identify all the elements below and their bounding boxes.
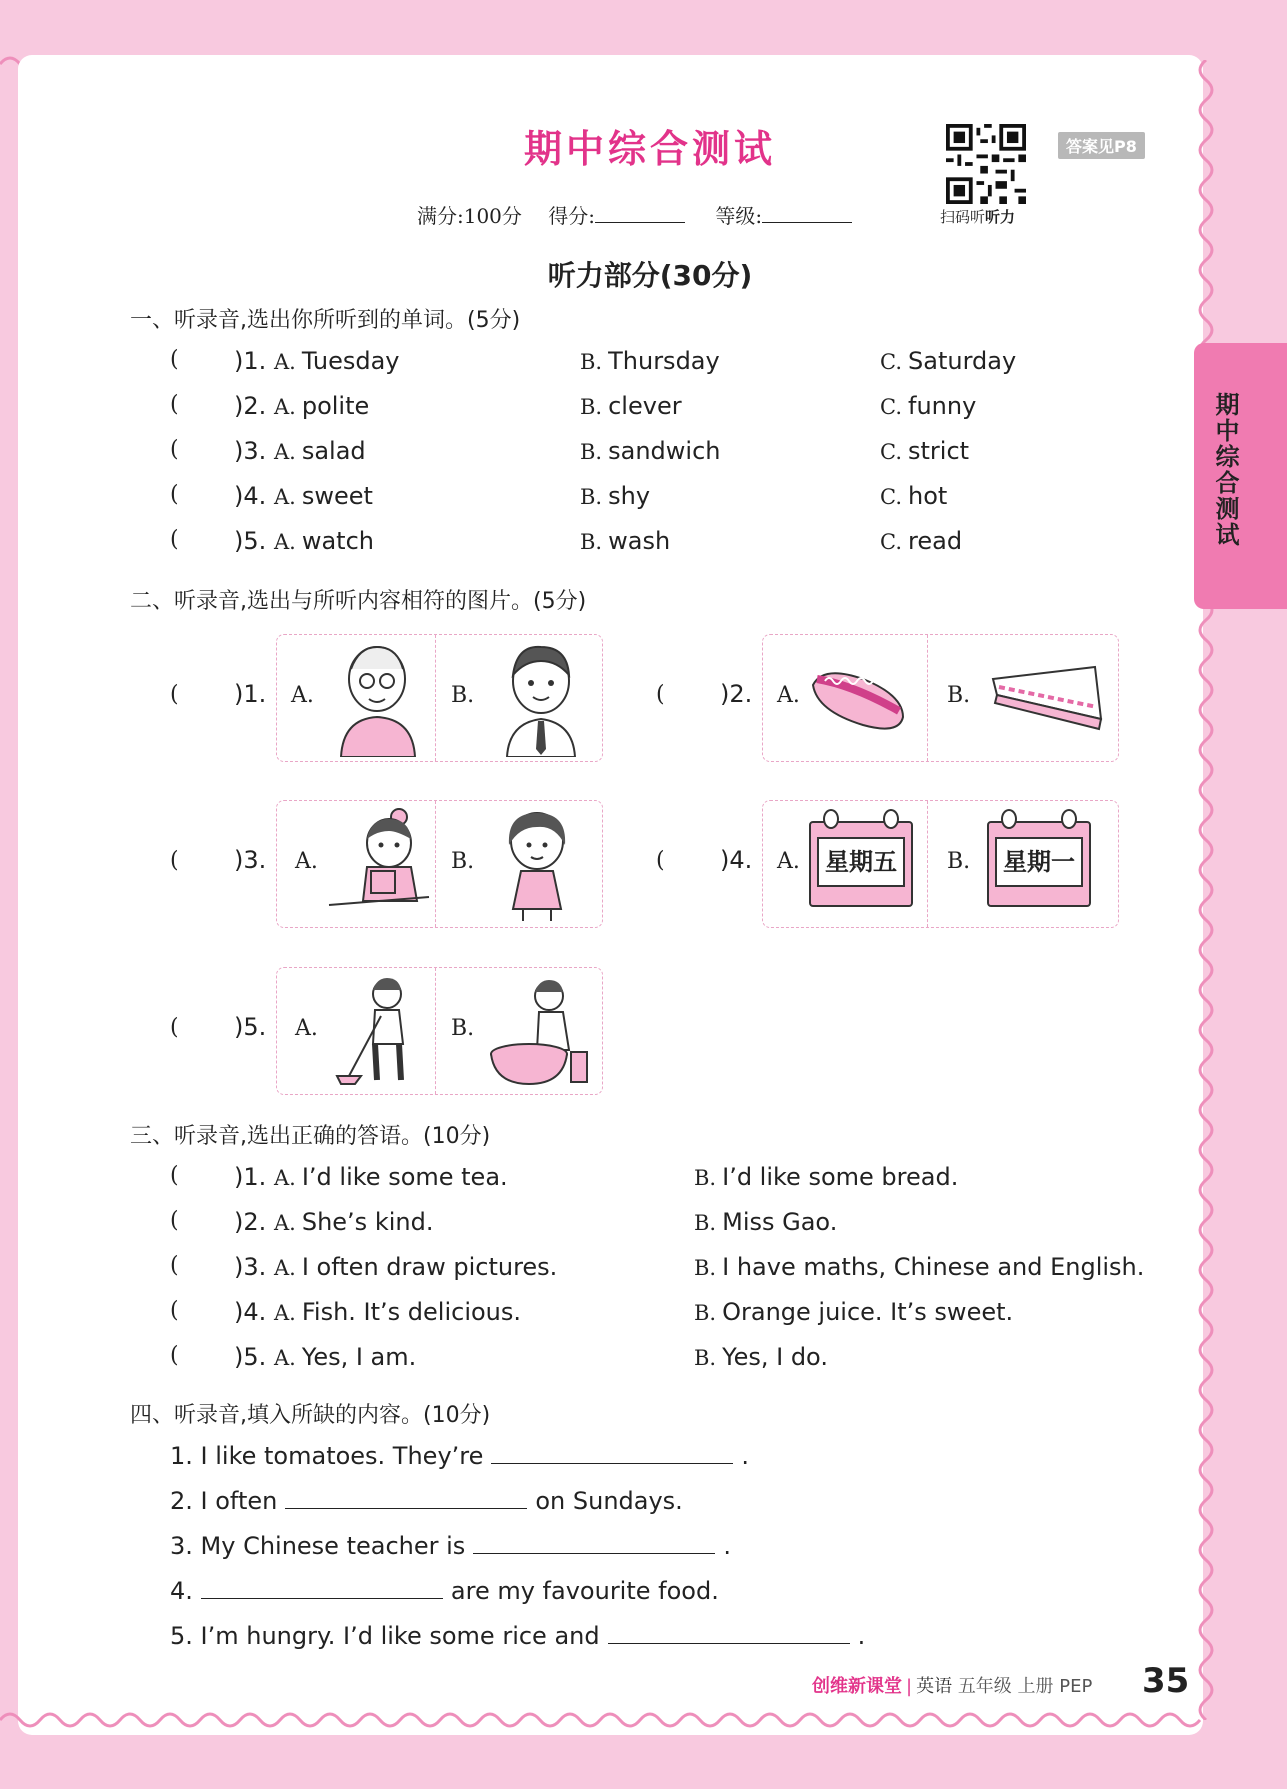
option-text: read	[908, 527, 963, 555]
picture-options-box	[762, 634, 1119, 762]
option-text: Fish. It’s delicious.	[301, 1298, 522, 1326]
answer-paren[interactable]: (	[170, 482, 179, 507]
answer-paren[interactable]: (	[656, 682, 665, 707]
answer-paren[interactable]: (	[170, 1343, 179, 1368]
boy-picture[interactable]	[491, 639, 591, 757]
option-text: watch	[301, 527, 374, 555]
calendar-ring-icon	[1061, 809, 1077, 829]
option-text: funny	[908, 392, 977, 420]
calendar-ring-icon	[883, 809, 899, 829]
option-letter: A.	[274, 530, 296, 554]
part3-item	[170, 1343, 1150, 1383]
option-letter: A.	[274, 350, 296, 374]
qr-caption-bold: 听力	[985, 208, 1016, 226]
full-score-label: 满分:100分	[417, 204, 522, 228]
calendar-day-text: 星期五	[817, 837, 905, 887]
sandwich-picture[interactable]	[985, 659, 1105, 739]
footer-brand: 创维新课堂	[812, 1676, 902, 1697]
calendar-friday-card[interactable]	[809, 821, 913, 907]
answer-paren[interactable]: (	[170, 527, 179, 552]
item-number: )4.	[234, 482, 267, 510]
part4-item	[170, 1622, 865, 1650]
option-letter: C.	[880, 530, 902, 554]
option-a[interactable]	[274, 437, 366, 465]
qr-caption-prefix: 扫码听	[940, 208, 986, 226]
girl-picture[interactable]	[485, 805, 589, 923]
option-text: Thursday	[608, 347, 720, 375]
decorative-wave-border-right	[1188, 60, 1224, 1720]
boy-washing-picture[interactable]	[487, 972, 593, 1090]
calendar-ring-icon	[823, 809, 839, 829]
answer-paren[interactable]: (	[170, 1253, 179, 1278]
girl-reading-picture[interactable]	[327, 805, 431, 923]
calendar-ring-icon	[1001, 809, 1017, 829]
option-letter: B.	[694, 1166, 717, 1190]
picture-options-box	[276, 800, 603, 928]
option-a[interactable]	[274, 1163, 508, 1191]
option-text: Tuesday	[301, 347, 400, 375]
option-b[interactable]	[580, 527, 670, 555]
item-number: )3.	[234, 846, 267, 874]
option-letter: B.	[580, 485, 603, 509]
option-b[interactable]	[580, 347, 720, 375]
option-a[interactable]	[274, 347, 399, 375]
option-text: Miss Gao.	[722, 1208, 838, 1236]
sentence-start: 1. I like tomatoes. They’re	[170, 1442, 484, 1470]
sentence-start: 2. I often	[170, 1487, 278, 1515]
part2-item-3	[170, 800, 620, 930]
picture-options-box	[762, 800, 1119, 928]
item-number: )4.	[234, 1298, 267, 1326]
option-letter: A.	[274, 485, 296, 509]
item-number: )3.	[234, 437, 267, 465]
option-letter: A.	[274, 395, 296, 419]
option-b-label: B.	[451, 849, 475, 874]
item-number: )1.	[234, 1163, 267, 1191]
answer-paren[interactable]: (	[170, 347, 179, 372]
option-text: I’d like some tea.	[301, 1163, 508, 1191]
answer-blank[interactable]	[473, 1533, 715, 1554]
qr-caption	[940, 206, 1015, 227]
sentence-end: are my favourite food.	[450, 1577, 719, 1605]
part4-item	[170, 1577, 719, 1605]
item-number: )5.	[234, 1343, 267, 1371]
answer-paren[interactable]: (	[170, 1208, 179, 1233]
picture-options-box	[276, 967, 603, 1095]
option-letter: B.	[580, 395, 603, 419]
option-text: wash	[608, 527, 671, 555]
item-number: )2.	[234, 1208, 267, 1236]
answer-reference-tag: 答案见P8	[1058, 132, 1145, 159]
part4-heading: 四、听录音,填入所缺的内容。(10分)	[130, 1403, 491, 1428]
option-b-label: B.	[451, 1016, 475, 1041]
option-letter: B.	[580, 350, 603, 374]
item-number: )2.	[234, 392, 267, 420]
part2-item-5	[170, 967, 620, 1097]
footer-term: 上册	[1017, 1676, 1054, 1697]
picture-options-box	[276, 634, 603, 762]
item-number: )4.	[720, 846, 753, 874]
option-b-label: B.	[947, 683, 971, 708]
option-b-label: B.	[947, 849, 971, 874]
answer-paren[interactable]: (	[170, 682, 179, 707]
item-number: )5.	[234, 527, 267, 555]
option-text: clever	[608, 392, 682, 420]
footer-divider: |	[906, 1676, 913, 1697]
page-number: 35	[1142, 1661, 1190, 1701]
score-line	[417, 200, 876, 229]
boy-sweeping-picture[interactable]	[331, 972, 431, 1090]
part1-item	[170, 392, 1150, 432]
qr-code-icon[interactable]	[946, 124, 1026, 204]
footer-subject: 英语	[916, 1676, 953, 1697]
grade-label: 等级:	[715, 204, 763, 228]
answer-paren[interactable]: (	[170, 848, 179, 873]
footer-edition: PEP	[1059, 1676, 1093, 1697]
option-text: She’s kind.	[301, 1208, 434, 1236]
item-number: )1.	[234, 680, 267, 708]
sentence-end: .	[723, 1532, 731, 1560]
option-b[interactable]	[580, 482, 650, 510]
footer-grade: 五年级	[957, 1676, 1012, 1697]
part4-item	[170, 1442, 749, 1470]
option-c[interactable]	[880, 527, 962, 555]
part3-heading: 三、听录音,选出正确的答语。(10分)	[130, 1124, 491, 1149]
option-letter: B.	[694, 1301, 717, 1325]
option-text: shy	[608, 482, 651, 510]
answer-paren[interactable]: (	[170, 1163, 179, 1188]
answer-blank[interactable]	[201, 1578, 443, 1599]
option-letter: A.	[274, 1346, 296, 1370]
option-a[interactable]	[274, 1298, 521, 1326]
option-letter: B.	[694, 1346, 717, 1370]
option-text: salad	[301, 437, 366, 465]
sentence-start: 3. My Chinese teacher is	[170, 1532, 466, 1560]
option-text: Yes, I am.	[301, 1343, 417, 1371]
option-text: Yes, I do.	[722, 1343, 828, 1371]
option-a[interactable]	[274, 1208, 433, 1236]
option-a-label: A.	[777, 683, 800, 708]
option-a-label: A.	[291, 683, 314, 708]
option-b[interactable]	[694, 1163, 958, 1191]
listening-section-title: 听力部分(30分)	[547, 259, 753, 292]
option-letter: C.	[880, 440, 902, 464]
sentence-end: on Sundays.	[535, 1487, 683, 1515]
answer-blank[interactable]	[491, 1443, 733, 1464]
part1-item	[170, 347, 1150, 387]
answer-blank[interactable]	[608, 1623, 850, 1644]
answer-paren[interactable]: (	[170, 1298, 179, 1323]
option-text: I often draw pictures.	[301, 1253, 558, 1281]
option-a-label: A.	[295, 1016, 318, 1041]
option-letter: B.	[694, 1211, 717, 1235]
option-a[interactable]	[274, 482, 373, 510]
part1-item	[170, 482, 1150, 522]
option-letter: A.	[274, 1256, 296, 1280]
calendar-day-text: 星期一	[995, 837, 1083, 887]
sentence-start: 4.	[170, 1577, 193, 1605]
option-b[interactable]	[580, 437, 720, 465]
option-b[interactable]	[694, 1253, 1144, 1281]
option-text: Saturday	[908, 347, 1017, 375]
side-tab-label: 期中综合测试	[1211, 392, 1239, 548]
item-number: )3.	[234, 1253, 267, 1281]
answer-blank[interactable]	[285, 1488, 527, 1509]
item-number: )2.	[720, 680, 753, 708]
option-a-label: A.	[295, 849, 318, 874]
grandpa-picture[interactable]	[329, 639, 429, 757]
option-text: hot	[908, 482, 948, 510]
answer-paren[interactable]: (	[170, 392, 179, 417]
option-letter: C.	[880, 395, 902, 419]
option-b-label: B.	[451, 683, 475, 708]
page-title: 期中综合测试	[523, 127, 776, 171]
part3-item	[170, 1298, 1150, 1338]
option-b[interactable]	[580, 392, 682, 420]
option-text: Orange juice. It’s sweet.	[722, 1298, 1014, 1326]
part3-item	[170, 1163, 1150, 1203]
answer-paren[interactable]: (	[656, 848, 665, 873]
footer	[812, 1672, 1092, 1698]
hot-dog-picture[interactable]	[803, 655, 913, 743]
part2-heading: 二、听录音,选出与所听内容相符的图片。(5分)	[130, 589, 587, 614]
part1-heading: 一、听录音,选出你所听到的单词。(5分)	[130, 308, 521, 333]
option-c[interactable]	[880, 482, 947, 510]
option-text: strict	[908, 437, 970, 465]
option-a-label: A.	[777, 849, 800, 874]
sentence-start: 5. I’m hungry. I’d like some rice and	[170, 1622, 600, 1650]
option-letter: C.	[880, 485, 902, 509]
option-letter: A.	[274, 440, 296, 464]
option-text: I have maths, Chinese and English.	[722, 1253, 1145, 1281]
option-letter: C.	[880, 350, 902, 374]
part1-item	[170, 437, 1150, 477]
option-letter: B.	[580, 530, 603, 554]
answer-paren[interactable]: (	[170, 1015, 179, 1040]
option-letter: B.	[694, 1256, 717, 1280]
option-letter: A.	[274, 1166, 296, 1190]
part4-item	[170, 1532, 731, 1560]
part3-item	[170, 1208, 1150, 1248]
grade-blank[interactable]	[762, 222, 852, 223]
option-a[interactable]	[274, 1253, 557, 1281]
score-blank[interactable]	[595, 222, 685, 223]
option-text: I’d like some bread.	[722, 1163, 959, 1191]
decorative-wave-border-bottom	[0, 1700, 1287, 1740]
part1-item	[170, 527, 1150, 567]
option-b[interactable]	[694, 1343, 828, 1371]
option-c[interactable]	[880, 392, 976, 420]
answer-paren[interactable]: (	[170, 437, 179, 462]
option-text: sandwich	[608, 437, 721, 465]
option-letter: B.	[580, 440, 603, 464]
score-label: 得分:	[548, 204, 596, 228]
option-b[interactable]	[694, 1208, 837, 1236]
option-a[interactable]	[274, 1343, 416, 1371]
item-number: )5.	[234, 1013, 267, 1041]
option-letter: A.	[274, 1301, 296, 1325]
option-c[interactable]	[880, 437, 969, 465]
sentence-end: .	[857, 1622, 866, 1650]
option-text: polite	[301, 392, 370, 420]
option-a[interactable]	[274, 392, 369, 420]
item-number: )1.	[234, 347, 267, 375]
part2-item-4	[656, 800, 1136, 930]
option-letter: A.	[274, 1211, 296, 1235]
option-text: sweet	[301, 482, 373, 510]
calendar-monday-card[interactable]	[987, 821, 1091, 907]
part4-item	[170, 1487, 683, 1515]
option-a[interactable]	[274, 527, 374, 555]
part2-item-2	[656, 634, 1136, 764]
option-c[interactable]	[880, 347, 1016, 375]
option-b[interactable]	[694, 1298, 1013, 1326]
sentence-end: .	[741, 1442, 750, 1470]
part2-item-1	[170, 634, 620, 764]
part3-item	[170, 1253, 1150, 1293]
